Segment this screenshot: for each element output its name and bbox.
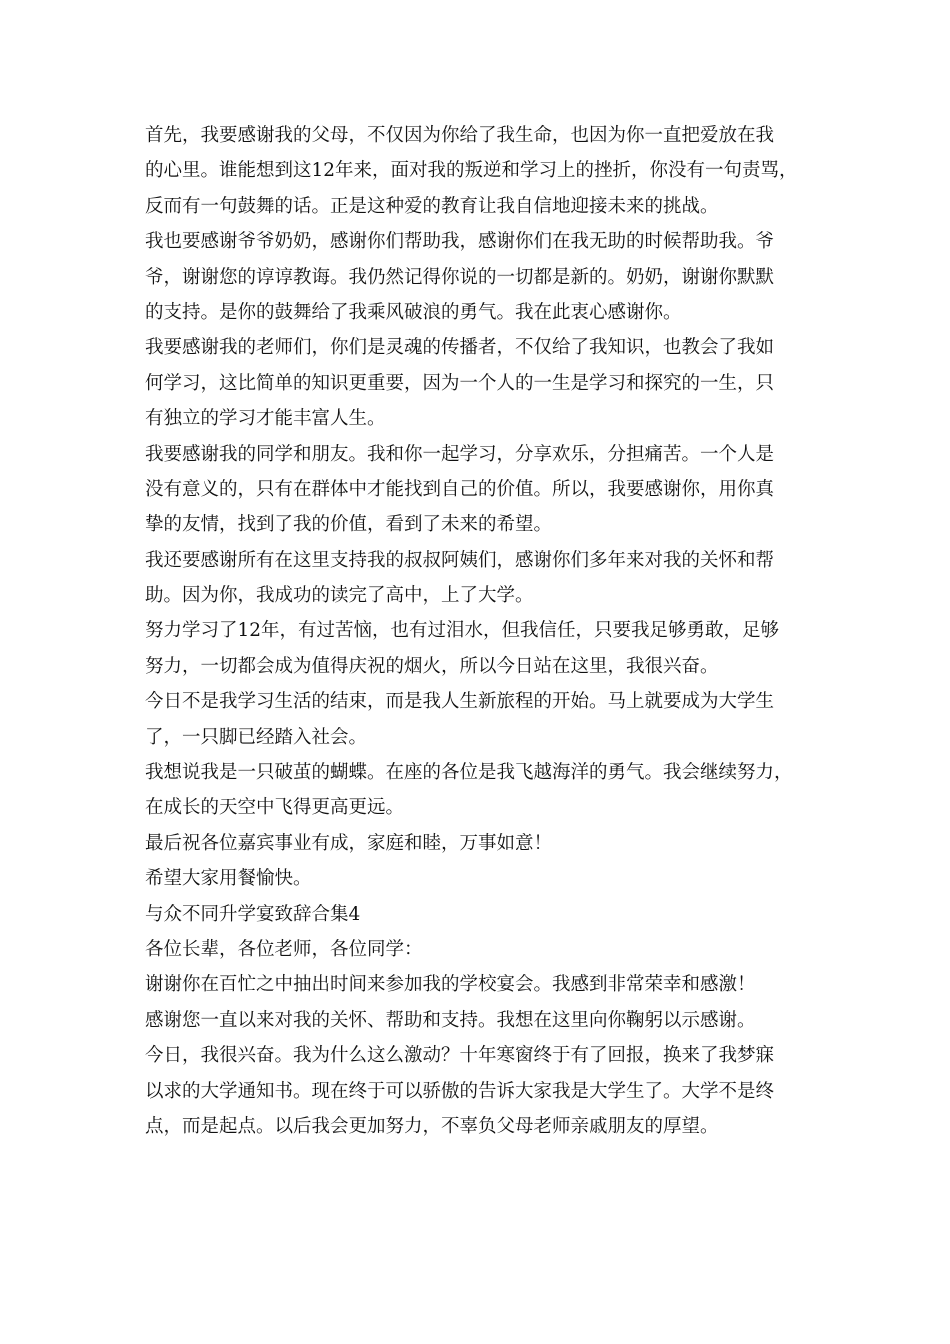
text-line: 首先，我要感谢我的父母，不仅因为你给了我生命，也因为你一直把爱放在我: [145, 125, 775, 146]
text-line: 我要感谢我的同学和朋友。我和你一起学习，分享欢乐，分担痛苦。一个人是: [145, 443, 775, 465]
text-line: 反而有一句鼓舞的话。正是这种爱的教育让我自信地迎接未来的挑战。: [145, 195, 719, 217]
text-line: 没有意义的，只有在群体中才能找到自己的价值。所以，我要感谢你，用你真: [145, 478, 775, 500]
text-line: 在成长的天空中飞得更高更远。: [145, 797, 405, 819]
text-line: 努力，一切都会成为值得庆祝的烟火，所以今日站在这里，我很兴奋。: [145, 655, 719, 677]
text-line: 爷，谢谢您的谆谆教诲。我仍然记得你说的一切都是新的。奶奶，谢谢你默默: [145, 266, 775, 288]
text-line: 希望大家用餐愉快。: [145, 868, 312, 890]
text-line: 助。因为你，我成功的读完了高中，上了大学。: [145, 585, 534, 607]
text-line: 的支持。是你的鼓舞给了我乘风破浪的勇气。我在此衷心感谢你。: [145, 301, 682, 323]
text-line: 今日，我很兴奋。我为什么这么激动？十年寒窗终于有了回报，换来了我梦寐: [145, 1045, 775, 1067]
text-line: 我要感谢我的老师们，你们是灵魂的传播者，不仅给了我知识，也教会了我如: [145, 337, 775, 359]
text-line: 我还要感谢所有在这里支持我的叔叔阿姨们，感谢你们多年来对我的关怀和帮: [145, 549, 775, 571]
text-line: 挚的友情，找到了我的价值，看到了未来的希望。: [145, 514, 553, 536]
text-line: 我也要感谢爷爷奶奶，感谢你们帮助我，感谢你们在我无助的时候帮助我。爷: [145, 231, 775, 253]
text-line: 了，一只脚已经踏入社会。: [145, 726, 368, 748]
text-line: 何学习，这比简单的知识更重要，因为一个人的一生是学习和探究的一生，只: [145, 372, 775, 394]
text-line: 点，而是起点。以后我会更加努力，不辜负父母老师亲戚朋友的厚望。: [145, 1115, 719, 1137]
text-line: 我想说我是一只破茧的蝴蝶。在座的各位是我飞越海洋的勇气。我会继续努力，: [145, 762, 793, 784]
text-line: 努力学习了12年，有过苦恼，也有过泪水，但我信任，只要我足够勇敢，足够: [145, 620, 780, 642]
text-line: 最后祝各位嘉宾事业有成，家庭和睦，万事如意！: [145, 832, 553, 854]
text-line: 有独立的学习才能丰富人生。: [145, 408, 386, 430]
document-body: [145, 118, 825, 1144]
text-line: 的心里。谁能想到这12年来，面对我的叛逆和学习上的挫折，你没有一句责骂，: [145, 160, 798, 182]
text-line: 感谢您一直以来对我的关怀、帮助和支持。我想在这里向你鞠躬以示感谢。: [145, 1009, 756, 1031]
section-heading: 与众不同升学宴致辞合集4: [145, 903, 361, 925]
text-line: 今日不是我学习生活的结束，而是我人生新旅程的开始。马上就要成为大学生: [145, 691, 775, 713]
text-line: 谢谢你在百忙之中抽出时间来参加我的学校宴会。我感到非常荣幸和感激！: [145, 974, 756, 996]
text-line: 各位长辈，各位老师，各位同学：: [145, 938, 423, 960]
text-line: 以求的大学通知书。现在终于可以骄傲的告诉大家我是大学生了。大学不是终: [145, 1080, 775, 1102]
